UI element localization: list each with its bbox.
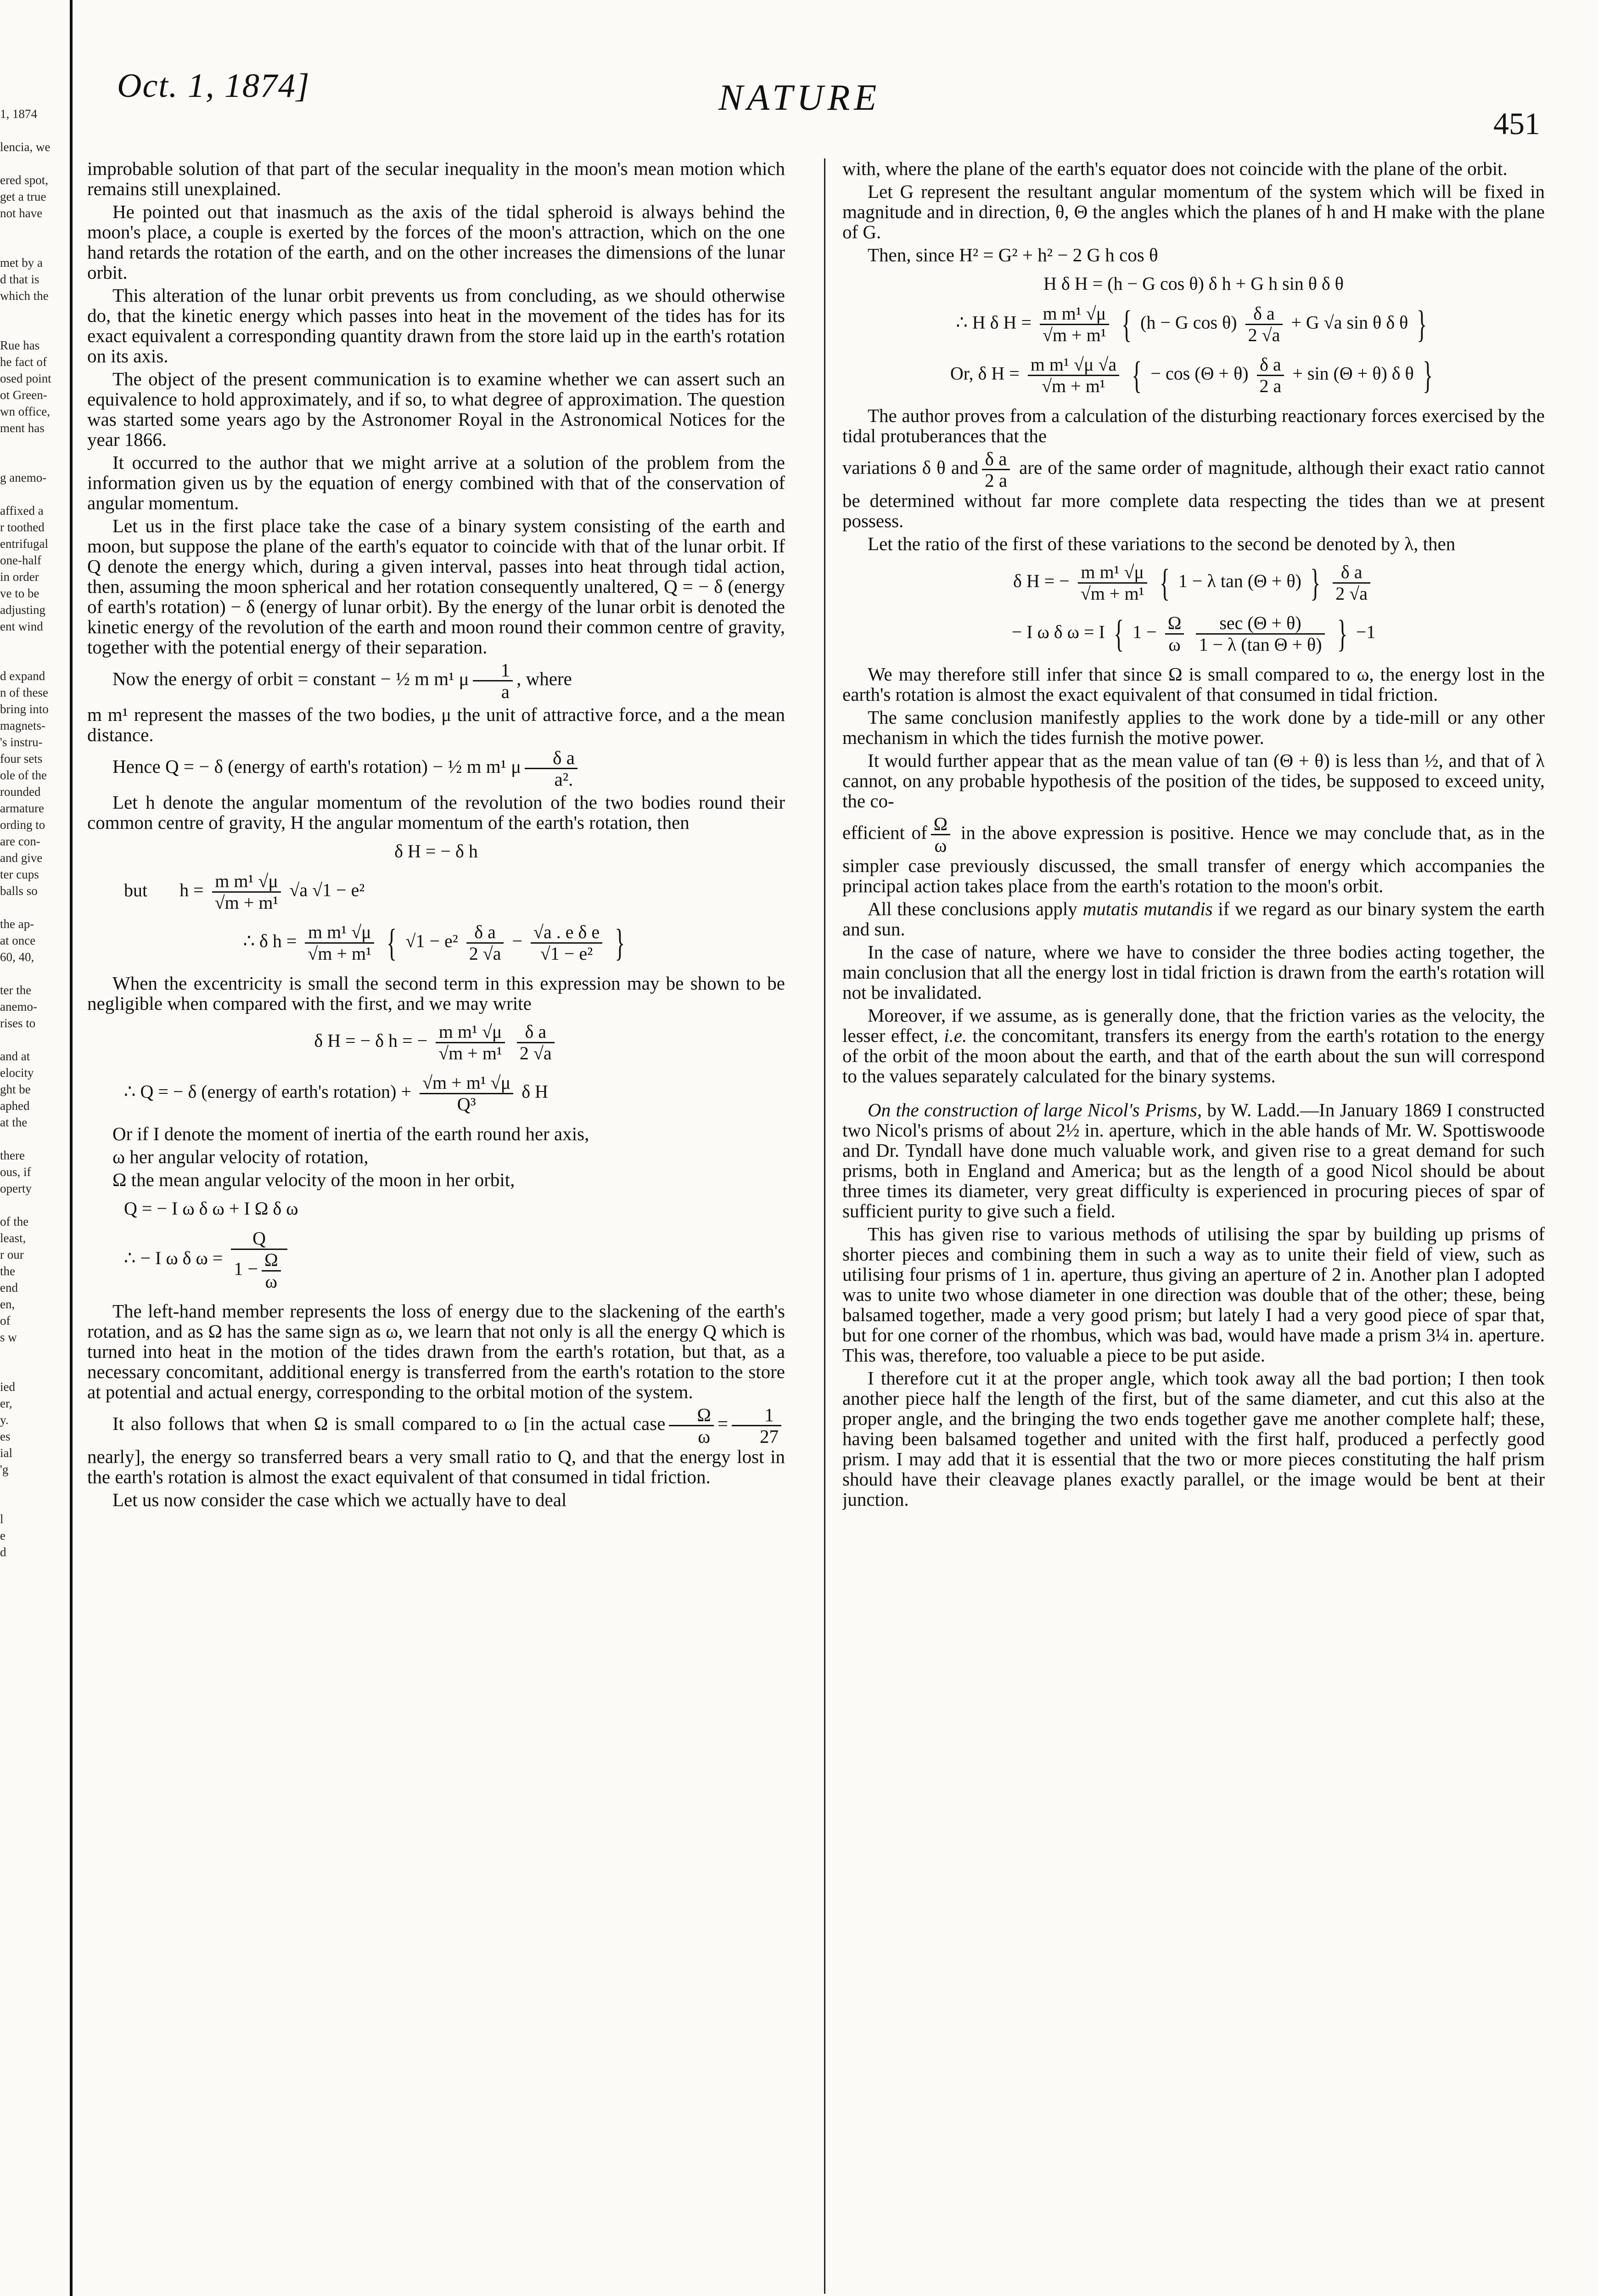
emphasis: mutatis mutandis [1082,898,1213,919]
fraction [1245,304,1283,345]
margin-fragment: r our [0,1248,24,1261]
equation [87,871,785,913]
margin-fragment [0,155,60,172]
fraction [473,660,513,702]
fraction [231,1228,287,1292]
paragraph: It occurred to the author that we might arrive at a solution of the problem from the information given us by the equation of energy combined with that of the conservation of angular momentum. [87,452,785,513]
margin-fragment: ght be [0,1082,31,1096]
equation-lhs: h = [179,879,204,900]
numerator: 1 [732,1405,781,1426]
margin-fragment: at once [0,934,36,947]
fraction [420,1073,513,1114]
margin-fragment: d [0,1545,6,1559]
fraction [931,814,950,855]
text: All these conclusions apply [868,898,1083,919]
margin-fragment [0,1345,60,1362]
equation-lhs: δ H = − [1013,570,1070,591]
equation-lhs: ∴ δ h = [243,930,297,951]
equation [842,613,1545,655]
denominator: √m + m¹ [1042,325,1106,345]
margin-fragment: bring into [0,702,49,716]
margin-fragment: en, [0,1297,15,1311]
fraction [436,1022,505,1064]
paragraph [842,449,1545,531]
text: if we regard as our binary system the earth and sun. [842,898,1545,940]
margin-fragment: least, [0,1231,26,1245]
denominator: √1 − e² [540,943,593,964]
numerator: Ω [669,1405,713,1426]
fraction [525,748,578,789]
numerator: m m¹ √μ √a [1028,355,1119,376]
paragraph: He pointed out that inasmuch as the axis of the tidal spheroid is always behind the moon's place, a couple is exerted by the forces of the moon's attraction, which on the one hand retards the rotation of the earth, and on the other increases the dimensions of the lunar orbit. [87,201,785,283]
paragraph: Let us in the first place take the case of a binary system consisting of the earth and moon, but suppose the plane of the earth's equator to coincide with that of the lunar orbit. If Q denote the energy which, during a given interval, passes into heat through tidal action, then, assuming the moon spherical and her rotation consequently unaltered, Q = − δ (energy of earth's rotation) − δ (energy of lunar orbit). By the energy of the lunar orbit is denoted the kinetic energy of the revolution of the earth and moon round their common centre of gravity, together with the potential energy of their separation. [87,515,785,658]
equation-term: 1 − [1133,621,1157,642]
margin-fragment: elocity [0,1066,34,1080]
margin-fragment: ording to [0,818,45,832]
fraction [1040,304,1109,345]
text: Moreover, if we assume, as is generally done, that the friction varies as the velocity, the lesser effect, [842,1005,1545,1046]
paragraph [842,899,1545,939]
margin-fragment: entrifugal [0,537,48,551]
margin-fragment: d expand [0,669,45,683]
definition-line: Ω the mean angular velocity of the moon in her orbit, [112,1169,515,1190]
equation: Q = − I ω δ ω + I Ω δ ω [124,1198,298,1219]
numerator: m m¹ √μ [212,871,281,893]
paragraph: with, where the plane of the earth's equator does not coincide with the plane of the orbit. [842,158,1508,179]
equation-term: + G √a sin θ δ θ [1291,312,1408,333]
numerator: m m¹ √μ [1040,304,1109,325]
paragraph-hence [87,748,785,789]
margin-fragment: he fact of [0,355,47,369]
paragraph [842,1005,1545,1086]
numerator: δ a [466,922,504,944]
close-brace: } [1337,612,1347,655]
denominator: 27 [760,1426,779,1447]
margin-fragment: which the [0,289,49,303]
margin-fragment: ment has [0,421,45,435]
fraction [732,1405,781,1446]
operator: − [512,930,523,951]
denominator: √m + m¹ [214,892,279,913]
margin-fragment: of [0,1314,11,1328]
margin-fragment: er, [0,1396,12,1410]
margin-fragment: armature [0,801,44,815]
equation: H δ H = (h − G cos θ) δ h + G h sin θ δ θ [1043,273,1344,294]
gutter-line [70,0,73,2296]
paragraph: The author proves from a calculation of the disturbing reactionary forces exercised by the tidal protuberances that the [842,405,1545,446]
margin-fragment [0,436,60,453]
text: by W. Ladd.—In January 1869 I constructed two Nicol's prisms of about 2½ in. aperture, which in the able hands of Mr. W. Spottiswoode and Dr. Tyndall have done much valuable work, and given rise to a great demand for such prisms, both in England and America; but as the length of a good Nicol should be about three times its diameter, very great difficulty is experienced in procuring pieces of spar of sufficient purity to give such a field. [842,1099,1545,1221]
issue-date: Oct. 1, 1874] [117,67,310,105]
margin-fragment [0,1478,60,1494]
denominator: √m + m¹ [1042,376,1105,396]
numerator: m m¹ √μ [1078,562,1147,584]
denominator: ω [698,1426,711,1447]
text: nearly], the energy so transferred bears a very small ratio to Q, and that the energy lost in the earth's rotation is almost the exact equivalent of that consumed in tidal friction. [87,1446,785,1487]
margin-fragment: 60, 40, [0,950,34,964]
equation-label: but [124,879,148,900]
denominator: 1 − λ (tan Θ + θ) [1199,634,1322,655]
margin-fragment: Rue has [0,338,40,352]
section-title: On the construction of large Nicol's Prisms, [868,1099,1202,1120]
equation-term: + sin (Θ + θ) δ θ [1292,363,1414,384]
fraction [669,1405,713,1446]
margin-fragment: and give [0,851,43,865]
margin-fragment [0,304,60,321]
text: Now the energy of orbit = constant − ½ m m¹ μ [112,668,469,689]
denominator: 2 √a [1248,325,1280,345]
column-divider [824,158,825,2294]
paragraph: This has given rise to various methods of utilising the spar by building up prisms of shorter pieces and combining them in such a way as to unite their field of view, such as utilising four prisms of 1 in. aperture, thus giving an aperture of 2 in. Another plan I adopted was to unite two whose diameter in one direction was double that of the other; these, being balsamed together, made a very good prism; but lately I had a very good piece of spar that, but for one corner of the rhombus, which was bad, would have made a prism 3¼ in. aperture. This was, therefore, too valuable a piece to be put aside. [842,1223,1545,1366]
fraction [517,1022,555,1064]
denominator: a². [554,769,573,790]
paragraph: Let us now consider the case which we actually have to deal [112,1489,567,1510]
paragraph: The left-hand member represents the loss of energy due to the slackening of the earth's rotation, and as Ω has the same sign as ω, we learn that not only is all the energy Q which is turned into heat in the motion of the tides drawn from the earth's rotation, but that, as a necessary concomitant, additional energy is transferred from the earth's rotation to the store at potential and actual energy, corresponding to the orbital motion of the system. [87,1300,785,1402]
margin-fragment: four sets [0,752,43,765]
denominator: ω [265,1271,277,1292]
margin-fragment: balls so [0,884,38,898]
margin-fragment: met by a [0,256,43,270]
fraction [1165,613,1184,655]
journal-title: NATURE [718,78,881,118]
denominator: 2 √a [1335,583,1368,604]
margin-fragment: anemo- [0,1000,37,1013]
equation [842,355,1545,396]
margin-fragment: ial [0,1446,12,1460]
paragraph-energy-orbit [87,660,785,702]
margin-fragment: d that is [0,272,39,286]
fraction [1257,355,1284,396]
numerator: δ a [1333,562,1370,584]
margin-fragment: rounded [0,785,41,799]
margin-fragment: lencia, we [0,140,50,154]
equation [87,1228,785,1292]
text: in the above expression is positive. Hence we may conclude that, as in the simpler case previously discussed, the small transfer of energy which accompanies the principal action takes place from the earth's rotation to the moon's orbit. [842,822,1545,896]
text: are of the same order of magnitude, although their exact ratio cannot be determined without far more complete data respecting the tides than we at present possess. [842,456,1545,531]
page-header [117,60,1549,147]
margin-fragment: rises to [0,1016,36,1030]
margin-fragment: e [0,1529,6,1542]
margin-fragment: 's instru- [0,735,43,749]
margin-fragment [0,1197,60,1213]
margin-fragment: ve to be [0,586,39,600]
margin-fragment [0,321,60,337]
margin-fragment: are con- [0,834,40,848]
fraction [212,871,281,913]
denominator: 2 a [1259,376,1282,396]
margin-fragment [0,635,60,651]
margin-fragment [0,1362,60,1379]
margin-fragment: the ap- [0,917,34,931]
fraction [1028,355,1119,396]
text: efficient of [842,822,927,843]
close-brace: } [1422,354,1433,397]
margin-fragment: es [0,1429,11,1443]
equation: δ H = − δ h [394,841,478,861]
margin-fragment: of the [0,1215,29,1228]
margin-fragment: in order [0,570,39,584]
paragraph: Let the ratio of the first of these variations to the second be denoted by λ, then [868,533,1456,554]
paragraph [842,814,1545,896]
close-brace: } [1417,303,1427,346]
open-brace: { [1113,612,1124,655]
text: variations δ θ and [842,456,979,478]
numerator: δ a [982,449,1010,470]
right-column [842,158,1545,2271]
previous-page-bleed [0,106,60,2296]
margin-fragment: l [0,1512,4,1526]
equation-lhs: δ H = − δ h = − [314,1030,428,1051]
equation-term: δ H [521,1081,548,1102]
denominator: 2 √a [519,1043,552,1064]
text: the concomitant, transfers its energy from the earth's rotation to the energy of the orbit of the moon about the earth, and that of the earth about the sun will correspond to the values separately calculated for the binary systems. [842,1025,1545,1086]
equation [87,922,785,964]
margin-fragment: ent wind [0,619,43,633]
fraction [1078,562,1147,604]
numerator: δ a [1257,355,1284,376]
paragraph: We may therefore still infer that since Ω is small compared to ω, the energy lost in the earth's rotation is almost the exact equivalent of that consumed in tidal friction. [842,664,1545,705]
margin-fragment: aphed [0,1099,30,1113]
denominator: 2 √a [469,943,501,964]
numerator: m m¹ √μ [305,922,374,944]
denominator [231,1250,287,1292]
open-brace: { [1159,561,1170,604]
fraction [262,1250,281,1292]
paragraph-nicol-prisms [842,1100,1545,1221]
denominator: √m + m¹ [308,943,372,964]
text: It also follows that when Ω is small compared to ω [in the actual case [112,1412,666,1434]
open-brace: { [1121,303,1132,346]
margin-fragment: 1, 1874 [0,107,37,121]
margin-fragment: the [0,1264,15,1278]
equation-term: 1 − λ tan (Θ + θ) [1178,570,1301,591]
margin-fragment: ied [0,1380,15,1394]
paragraph: The same conclusion manifestly applies to the work done by a tide-mill or any other mechanism in which the tides furnish the motive power. [842,707,1545,748]
paragraph [87,1405,785,1487]
definition-line: ω her angular velocity of rotation, [112,1146,369,1167]
margin-fragment: ter cups [0,867,39,881]
paragraph: The object of the present communication is to examine whether we can assert such an equivalence to hold approximately, and if so, to what degree of approximation. The question was started some years ago by the Astronomer Royal in the Astronomical Notices for the year 1866. [87,368,785,450]
equation-term: √1 − e² [405,930,458,951]
numerator: δ a [1245,304,1283,325]
margin-fragment [0,651,60,668]
fraction [1196,613,1324,655]
numerator: √m + m¹ √μ [420,1073,513,1094]
fraction [305,922,374,964]
paragraph: I therefore cut it at the proper angle, which took away all the bad portion; I then took another piece half the length of the first, but of the same diameter, and cut this also at the proper angle, and the bringing the two ends together gave me another complete half; these, having been balsamed together and united with the first half, produced a perfectly good prism. I may add that it is essential that the two or more pieces constituting the half prism should have their cleavage planes exactly parallel, or the image would be bent at their junction. [842,1367,1545,1510]
paragraph: Or if I denote the moment of inertia of the earth round her axis, [112,1123,589,1144]
margin-fragment [0,122,60,139]
equation [842,562,1545,604]
equation-term: − cos (Θ + θ) [1150,363,1249,384]
denominator: 2 a [985,470,1008,491]
numerator: Ω [931,814,950,835]
emphasis: i.e. [944,1025,967,1046]
paragraph: improbable solution of that part of the secular inequality in the moon's mean motion which remains still unexplained. [87,158,785,199]
denominator: Q³ [457,1094,476,1114]
equation [842,304,1545,345]
paragraph: Then, since H² = G² + h² − 2 G h cos θ [868,244,1158,265]
margin-fragment: wn office, [0,405,50,418]
paragraph: m m¹ represent the masses of the two bodies, μ the unit of attractive force, and a the mean distance. [87,704,785,745]
open-brace: { [387,921,397,964]
text: , where [516,668,572,689]
paragraph: This alteration of the lunar orbit prevents us from concluding, as we should otherwise do, that the kinetic energy which passes into heat in the movement of the tides has for its exact equivalent a corresponding quantity drawn from the store laid up in the earth's rotation on its axis. [87,285,785,366]
margin-fragment: osed point [0,371,51,385]
denominator: √m + m¹ [1080,583,1144,604]
margin-fragment: ter the [0,983,32,997]
margin-fragment [0,1494,60,1511]
left-column [87,158,785,2271]
denominator: a [501,681,510,702]
margin-fragment: ot Green- [0,388,47,402]
numerator: δ a [525,748,578,769]
margin-fragment: get a true [0,190,46,203]
close-brace: } [1310,561,1321,604]
numerator: 1 [473,660,513,681]
equation-lhs: ∴ − I ω δ ω = [124,1248,223,1269]
margin-fragment: and at [0,1049,30,1063]
margin-fragment: ous, if [0,1165,31,1179]
margin-fragment [0,486,60,502]
equation [87,1073,785,1114]
margin-fragment [0,899,60,916]
margin-fragment: at the [0,1115,28,1129]
margin-fragment: 'g [0,1463,9,1476]
denominator: √m + m¹ [438,1043,502,1064]
margin-fragment: affixed a [0,504,44,518]
paragraph: In the case of nature, where we have to consider the three bodies acting together, the main conclusion that all the energy lost in tidal friction is drawn from the earth's rotation will not be invalidated. [842,941,1545,1003]
margin-fragment: not have [0,206,43,220]
denominator: ω [1168,634,1181,655]
numerator: δ a [517,1022,555,1043]
equation-term: −1 [1356,621,1376,642]
margin-fragment: end [0,1281,18,1294]
margin-fragment [0,965,60,982]
margin-fragment: g anemo- [0,471,47,484]
margin-fragment: there [0,1148,25,1162]
denominator: ω [934,835,947,856]
fraction [982,449,1010,490]
numerator: Ω [1165,613,1184,635]
numerator: √a . e δ e [531,922,602,944]
equation-term: (h − G cos θ) [1140,312,1237,333]
margin-fragment [0,1131,60,1147]
margin-fragment [0,238,60,254]
margin-fragment: operty [0,1182,32,1195]
margin-fragment: ole of the [0,768,47,782]
margin-fragment: s w [0,1330,17,1344]
numerator: Q [231,1228,287,1250]
equation-lhs: − I ω δ ω = I [1011,621,1105,642]
margin-fragment: ered spot, [0,173,48,187]
paragraph: Let G represent the resultant angular momentum of the system which will be fixed in magnitude and in direction, θ, Θ the angles which the planes of h and H make with the plane of G. [842,181,1545,242]
numerator: Ω [262,1250,281,1272]
fraction [531,922,602,964]
margin-fragment: r toothed [0,520,45,534]
margin-fragment [0,1031,60,1048]
text: 1 − [234,1258,258,1279]
paragraph: Let h denote the angular momentum of the revolution of the two bodies round their common centre of gravity, H the angular momentum of the earth's rotation, then [87,792,785,833]
close-brace: } [615,921,625,964]
text: Hence Q = − δ (energy of earth's rotation) − ½ m m¹ μ [112,755,521,777]
numerator: m m¹ √μ [436,1022,505,1043]
margin-fragment: y. [0,1413,9,1427]
margin-fragment: n of these [0,686,48,699]
paragraph: It would further appear that as the mean value of tan (Θ + θ) is less than ½, and that of λ cannot, on any probable hypothesis of the position of the tides, be supposed to exceed unity, the co- [842,750,1545,811]
paragraph: When the excentricity is small the second term in this expression may be shown to be negligible when compared with the first, and we may write [87,973,785,1014]
margin-fragment: one-half [0,553,41,567]
equation [87,1022,785,1064]
equation-term: √a √1 − e² [289,879,365,900]
page-number: 451 [1493,106,1540,141]
fraction [466,922,504,964]
margin-fragment [0,453,60,469]
equation-lhs: ∴ Q = − δ (energy of earth's rotation) + [124,1081,412,1102]
equation-lhs: Or, δ H = [950,363,1020,384]
open-brace: { [1132,354,1142,397]
operator: = [717,1412,728,1434]
numerator: sec (Θ + θ) [1196,613,1324,635]
margin-fragment [0,221,60,238]
margin-fragment: magnets- [0,719,45,732]
margin-fragment: adjusting [0,603,45,617]
fraction [1333,562,1370,604]
equation-lhs: ∴ H δ H = [956,312,1032,333]
